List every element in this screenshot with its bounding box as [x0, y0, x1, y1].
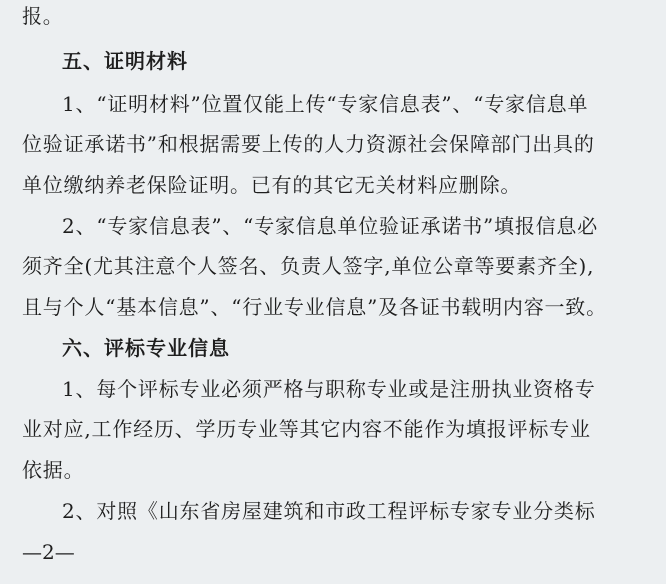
paragraph-line: 1、“证明材料”位置仅能上传“专家信息表”、“专家信息单: [62, 92, 589, 116]
text-line-continuation: 报。: [22, 4, 64, 28]
paragraph-line: 1、每个评标专业必须严格与职称专业或是注册执业资格专: [62, 377, 596, 401]
section-heading-6: 六、评标专业信息: [62, 336, 230, 360]
page-number: —2—: [22, 540, 75, 564]
paragraph-line: 须齐全(尤其注意个人签名、负责人签字,单位公章等要素齐全),: [22, 254, 595, 278]
paragraph-line: 单位缴纳养老保险证明。已有的其它无关材料应删除。: [22, 173, 522, 197]
paragraph-line: 依据。: [22, 458, 85, 482]
paragraph-line: 2、对照《山东省房屋建筑和市政工程评标专家专业分类标: [62, 499, 596, 523]
paragraph-line: 且与个人“基本信息”、“行业专业信息”及各证书载明内容一致。: [22, 295, 607, 319]
paragraph-line: 位验证承诺书”和根据需要上传的人力资源社会保障部门出具的: [22, 132, 595, 156]
paragraph-line: 业对应,工作经历、学历专业等其它内容不能作为填报评标专业: [22, 417, 591, 441]
paragraph-line: 2、“专家信息表”、“专家信息单位验证承诺书”填报信息必: [62, 214, 599, 238]
section-heading-5: 五、证明材料: [62, 49, 188, 73]
